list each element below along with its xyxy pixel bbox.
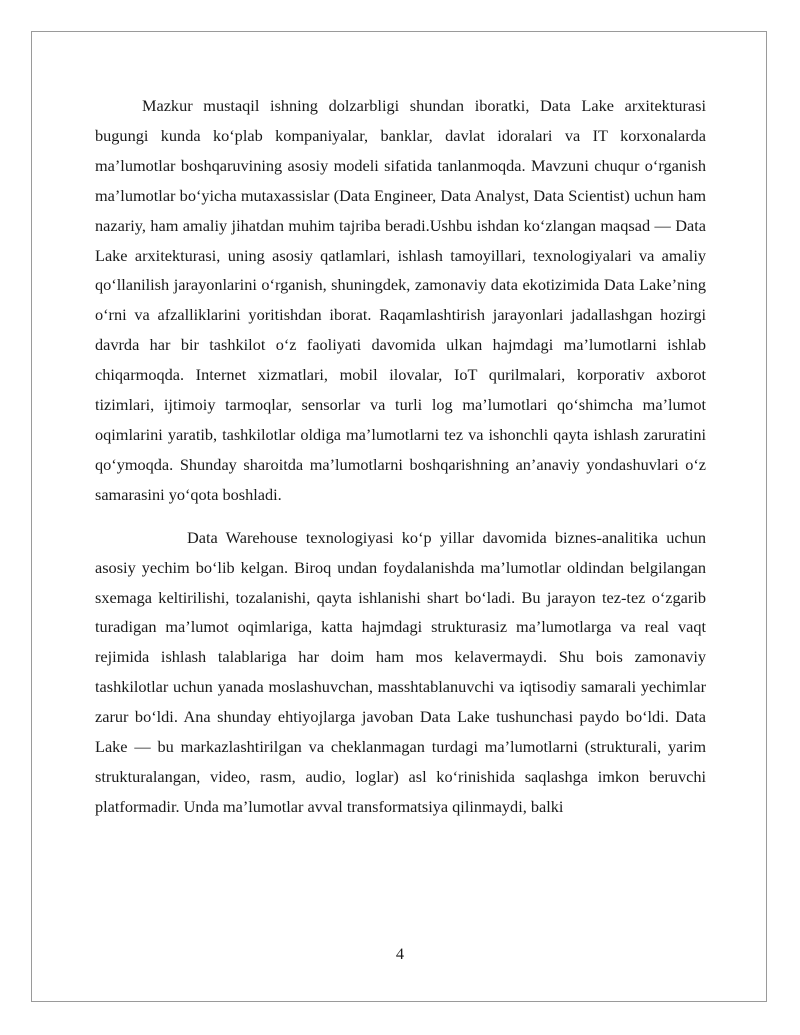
document-body (95, 91, 706, 822)
paragraph-data-warehouse: Data Warehouse texnologiyasi koʻp yillar davomida biznes-analitika uchun asosiy yechim boʻlib kelgan. Biroq undan foydalanishda maʼlumotlar oldindan belgilangan sxemaga keltirilishi, tozalanishi, qayta ishlanishi shart boʻladi. Bu jarayon tez-tez oʻzgarib turadigan maʼlumot oqimlariga, katta hajmdagi strukturasiz maʼlumotlarga va real vaqt rejimida ishlash talablariga har doim ham mos kelavermaydi. Shu bois zamonaviy tashkilotlar uchun yanada moslashuvchan, masshtablanuvchi va iqtisodiy samarali yechimlar zarur boʻldi. Ana shunday ehtiyojlarga javoban Data Lake tushunchasi paydo boʻldi. Data Lake — bu markazlashtirilgan va cheklanmagan turdagi maʼlumotlarni (strukturali, yarim strukturalangan, video, rasm, audio, loglar) asl koʻrinishida saqlashga imkon beruvchi platformadir. Unda maʼlumotlar avval transformatsiya qilinmaydi, balki (95, 527, 706, 816)
page-number: 4 (395, 944, 405, 963)
paragraph-relevance: Mazkur mustaqil ishning dolzarbligi shundan iboratki, Data Lake arxitekturasi bugungi kunda koʻplab kompaniyalar, banklar, davlat idoralari va IT korxonalarda maʼlumotlar boshqaruvining asosiy modeli sifatida tanlanmoqda. Mavzuni chuqur oʻrganish maʼlumotlar boʻyicha mutaxassislar (Data Engineer, Data Analyst, Data Scientist) uchun ham nazariy, ham amaliy jihatdan muhim tajriba beradi.Ushbu ishdan koʻzlangan maqsad — Data Lake arxitekturasi, uning asosiy qatlamlari, ishlash tamoyillari, texnologiyalari va amaliy qoʻllanilish jarayonlarini oʻrganish, shuningdek, zamonaviy data ekotizimida Data Lake’ning oʻrni va afzalliklarini yoritishdan iborat. Raqamlashtirish jarayonlari jadallashgan hozirgi davrda har bir tashkilot oʻz faoliyati davomida ulkan hajmdagi maʼlumotlarni ishlab chiqarmoqda. Internet xizmatlari, mobil ilovalar, IoT qurilmalari, korporativ axborot tizimlari, ijtimoiy tarmoqlar, sensorlar va turli log maʼlumotlari qoʻshimcha maʼlumot oqimlarini yaratib, tashkilotlar oldiga maʼlumotlarni tez va ishonchli qayta ishlash zaruratini qoʻymoqda. Shunday sharoitda maʼlumotlarni boshqarishning an’anaviy yondashuvlari oʻz samarasini yoʻqota boshladi. (95, 96, 706, 504)
